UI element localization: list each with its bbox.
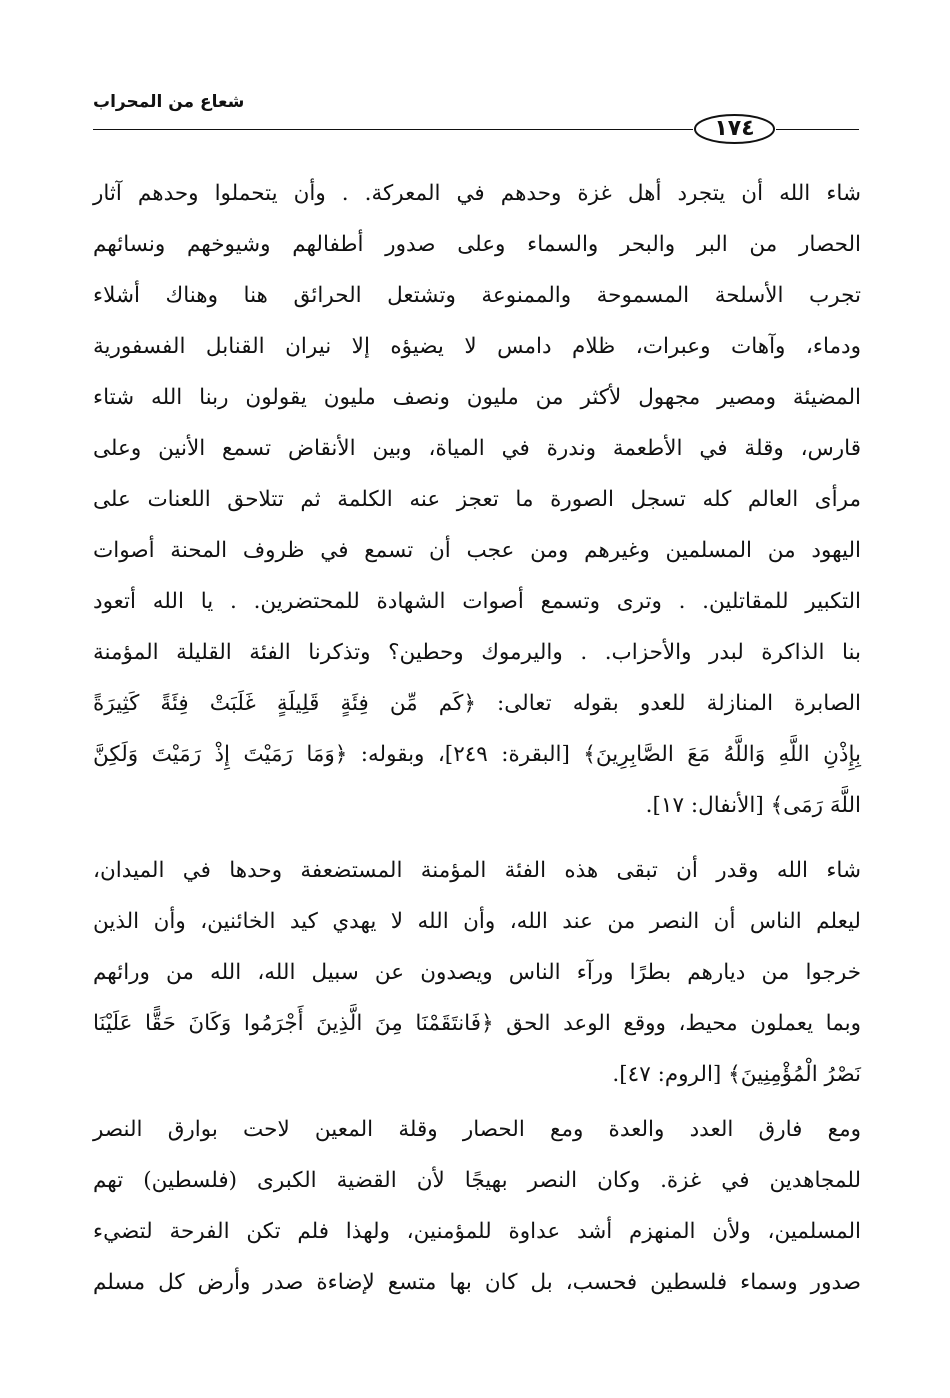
paragraph-2-line: ليعلم الناس أن النصر من عند الله، وأن الله لا يهدي كيد الخائنين، وأن الذين — [93, 909, 861, 934]
paragraph-2-line: شاء الله وقدر أن تبقى هذه الفئة المؤمنة المستضعفة وحدها في الميدان، — [93, 858, 861, 883]
paragraph-1-line: الحصار من البر والبحر والسماء وعلى صدور أطفالهم وشيوخهم ونسائهم — [93, 232, 861, 257]
header-rule-right — [776, 129, 859, 130]
page-number-badge — [693, 113, 776, 145]
page-number: ١٧٤ — [714, 116, 755, 141]
paragraph-1-line: ودماء، وآهات وعبرات، ظلام دامس لا يضيؤه إلا نيران القنابل الفسفورية — [93, 334, 861, 359]
paragraph-3-line: ومع فارق العدد والعدة ومع الحصار وقلة المعين لاحت بوارق النصر — [93, 1117, 861, 1142]
paragraph-2-line: نَصْرُ الْمُؤْمِنِينَ﴾ [الروم: ٤٧]. — [612, 1062, 861, 1087]
paragraph-1-line: شاء الله أن يتجرد أهل غزة وحدهم في المعركة. . وأن يتحملوا وحدهم آثار — [93, 181, 861, 206]
paragraph-1-line: قارس، وقلة في الأطعمة وندرة في المياة، وبين الأنقاض تسمع الأنين وعلى — [93, 436, 861, 461]
paragraph-3-line: المسلمين، ولأن المنهزم أشد عداوة للمؤمنين، ولهذا فلم تكن الفرحة لتضيء — [93, 1219, 861, 1244]
paragraph-3-line: صدور وسماء فلسطين فحسب، بل كان بها متسع لإضاءة صدر وأرض كل مسلم — [93, 1270, 861, 1295]
paragraph-1-line: المضيئة ومصير مجهول لأكثر من مليون ونصف مليون يقولون ربنا الله شتاء — [93, 385, 861, 410]
paragraph-1-line: اللَّهَ رَمَى﴾ [الأنفال: ١٧]. — [645, 793, 861, 818]
paragraph-1-line: بنا الذاكرة لبدر والأحزاب. . واليرموك وحطين؟ وتذكرنا الفئة القليلة المؤمنة — [93, 640, 861, 665]
paragraph-1-line: الصابرة المنازلة للعدو بقوله تعالى: ﴿كَم مِّن فِئَةٍ قَلِيلَةٍ غَلَبَتْ فِئَةً كَثِيرَةً — [93, 691, 861, 716]
paragraph-2-line: خرجوا من ديارهم بطرًا ورآء الناس ويصدون عن سبيل الله، الله من ورائهم — [93, 960, 861, 985]
paragraph-1-line: تجرب الأسلحة المسموحة والممنوعة وتشتعل الحرائق هنا وهناك أشلاء — [93, 283, 861, 308]
paragraph-1-line: بِإِذْنِ اللَّهِ وَاللَّهُ مَعَ الصَّابِرِينَ﴾ [البقرة: ٢٤٩]، وبقوله: ﴿وَمَا رَمَيْتَ إِذْ رَمَيْتَ وَلَكِنَّ — [93, 742, 861, 767]
paragraph-2-line: وبما يعملون محيط، ووقع الوعد الحق ﴿فَانتَقَمْنَا مِنَ الَّذِينَ أَجْرَمُوا وَكَانَ حَقًّا عَلَيْنَا — [93, 1011, 861, 1036]
paragraph-1-line: اليهود من المسلمين وغيرهم ومن عجب أن تسمع في ظروف المحنة أصوات — [93, 538, 861, 563]
paragraph-3-line: للمجاهدين في غزة. وكان النصر بهيجًا لأن القضية الكبرى (فلسطين) تهم — [93, 1168, 861, 1193]
paragraph-1-line: التكبير للمقاتلين. . وترى وتسمع أصوات الشهادة للمحتضرين. . يا الله أتعود — [93, 589, 861, 614]
paragraph-1-line: مرأى العالم كله تسجل الصورة ما تعجز عنه الكلمة ثم تتلاحق اللعنات على — [93, 487, 861, 512]
header-rule-left — [93, 129, 693, 130]
running-header-title: شعاع من المحراب — [93, 92, 245, 112]
